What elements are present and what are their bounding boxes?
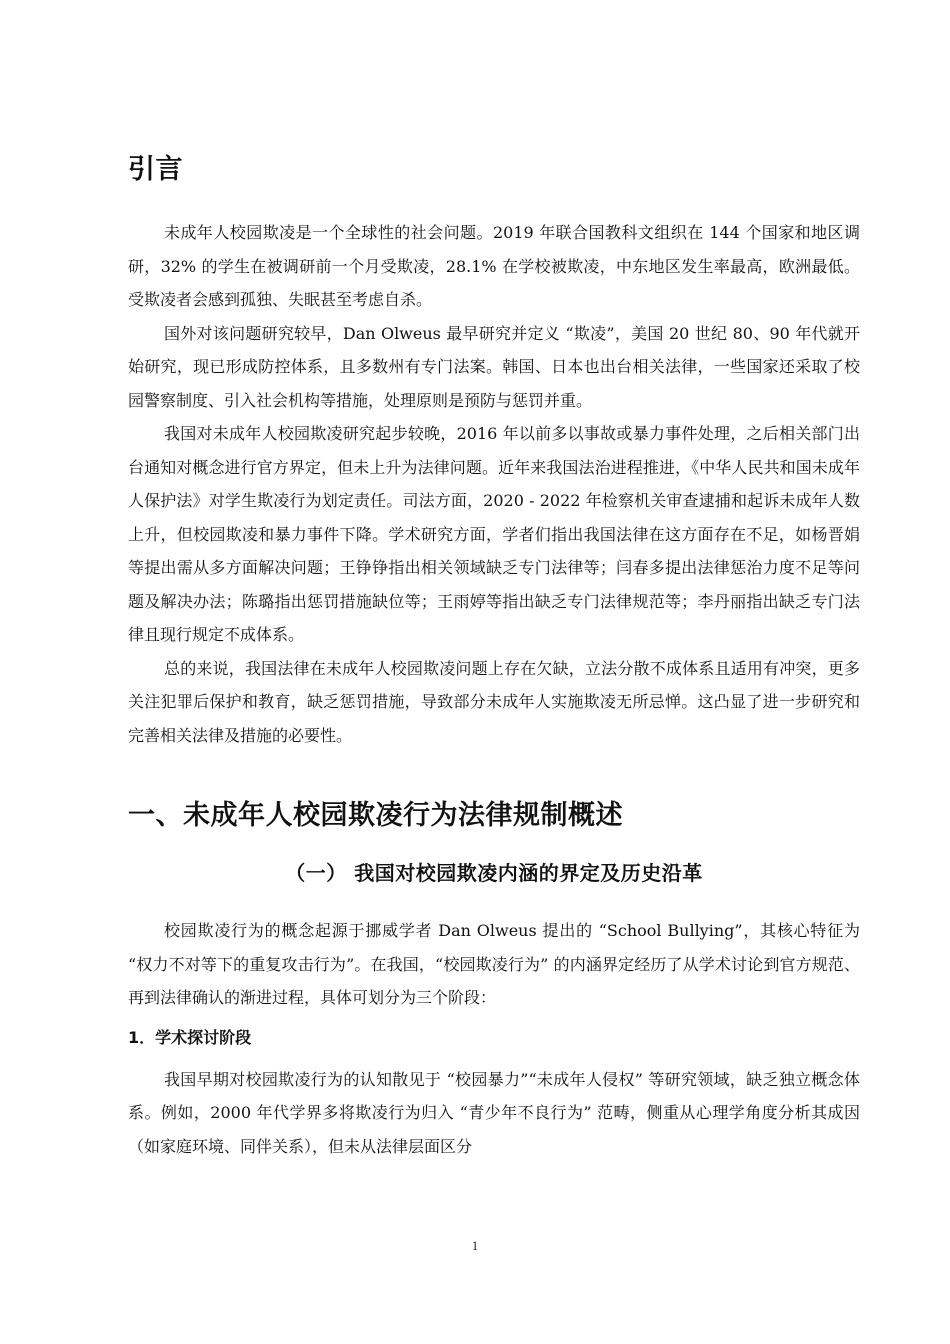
paragraph-intro-3: 我国对未成年人校园欺凌研究起步较晚，2016 年以前多以事故或暴力事件处理，之后相关部门出台通知对概念进行官方界定，但未上升为法律问题。近年来我国法治进程推进，《中华人民共和国未成年人保护法》对学生欺凌行为划定责任。司法方面，2020 - 2022 年检察机关审查逮捕和起诉未成年人数上升，但校园欺凌和暴力事件下降。学术研究方面，学者们指出我国法律在这方面存在不足，如杨晋娟等提出需从多方面解决问题；王铮铮指出相关领域缺乏专门法律等；闫春多提出法律惩治力度不足等问题及解决办法；陈璐指出惩罚措施缺位等；王雨婷等指出缺乏专门法律规范等；李丹丽指出缺乏专门法律且现行规定不成体系。 [128,424,860,644]
paragraph-intro-2: 国外对该问题研究较早，Dan Olweus 最早研究并定义 “欺凌”，美国 20 世纪 80、90 年代就开始研究，现已形成防控体系，且多数州有专门法案。韩国、日本也出台相关法律，一些国家还采取了校园警察制度、引入社会机构等措施，处理原则是预防与惩罚并重。 [128,323,860,410]
page-content [128,150,860,1163]
paragraph-intro-4: 总的来说，我国法律在未成年人校园欺凌问题上存在欠缺，立法分散不成体系且适用有冲突，更多关注犯罪后保护和教育，缺乏惩罚措施，导致部分未成年人实施欺凌无所忌惮。这凸显了进一步研究和完善相关法律及措施的必要性。 [128,658,860,745]
paragraph-intro-1: 未成年人校园欺凌是一个全球性的社会问题。2019 年联合国教科文组织在 144 个国家和地区调研，32% 的学生在被调研前一个月受欺凌，28.1% 在学校被欺凌，中东地区发生率最高，欧洲最低。受欺凌者会感到孤独、失眠甚至考虑自杀。 [128,223,860,309]
paragraph-section-1-1: 校园欺凌行为的概念起源于挪威学者 Dan Olweus 提出的 “School Bullying”，其核心特征为 “权力不对等下的重复攻击行为”。在我国，“校园欺凌行为” 的内涵界定经历了从学术讨论到官方规范、再到法律确认的渐进过程，具体可划分为三个阶段： [128,921,860,1007]
paragraph-section-1-2: 我国早期对校园欺凌行为的认知散见于 “校园暴力”“未成年人侵权” 等研究领域，缺乏独立概念体系。例如，2000 年代学界多将欺凌行为归入 “青少年不良行为” 范畴，侧重从心理学角度分析其成因（如家庭环境、同伴关系），但未从法律层面区分 [128,1069,860,1156]
heading-section-1: 一、未成年人校园欺凌行为法律规制概述 [128,800,623,831]
heading-stage-1: 1．学术探讨阶段 [128,1027,252,1047]
heading-introduction: 引言 [128,154,183,185]
heading-subsection-1: （一） 我国对校园欺凌内涵的界定及历史沿革 [285,861,703,885]
page-number: 1 [471,1238,479,1253]
